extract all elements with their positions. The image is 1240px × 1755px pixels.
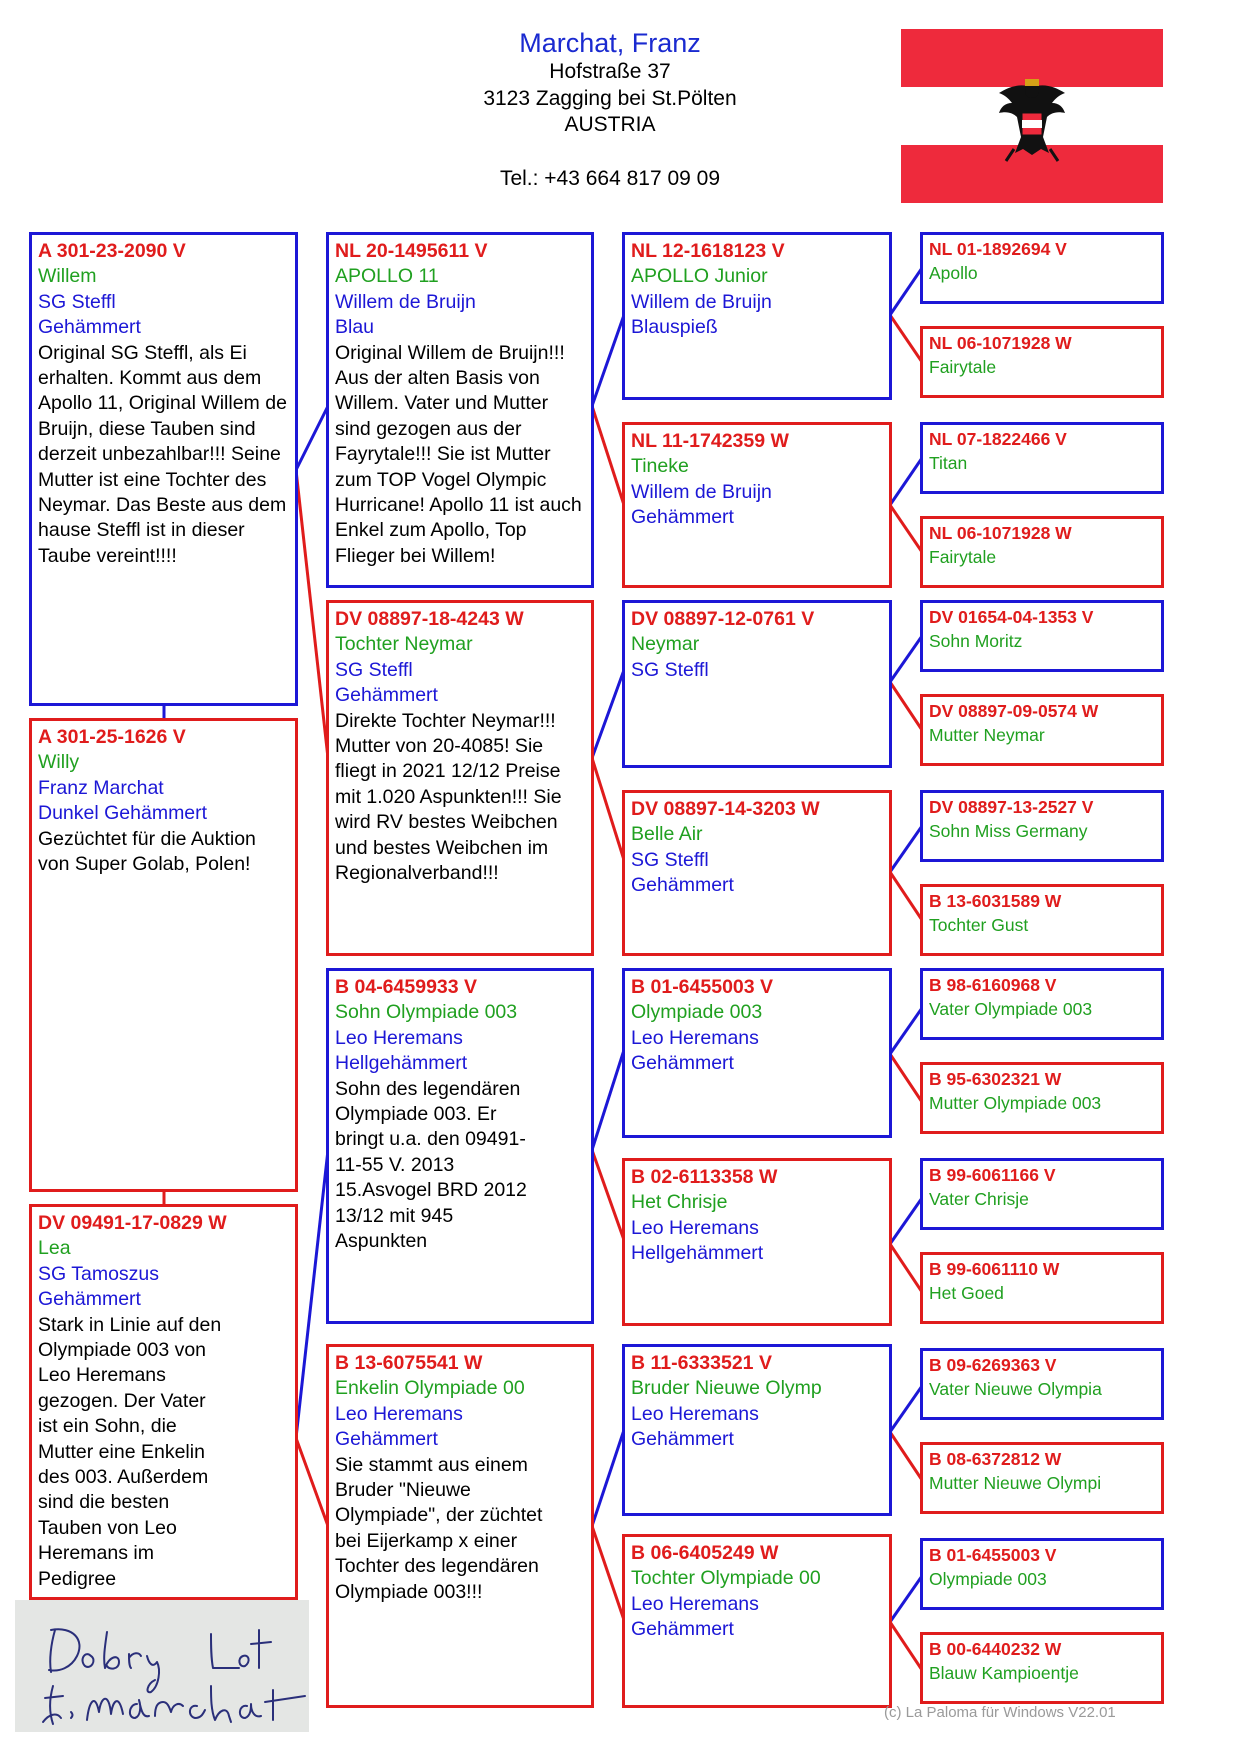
ring-number: NL 20-1495611 V xyxy=(335,240,488,262)
pigeon-name: Het Goed xyxy=(929,1282,1004,1303)
plumage-color: Hellgehämmert xyxy=(335,1052,468,1075)
owner-country: AUSTRIA xyxy=(564,113,656,136)
pigeon-card-a2[interactable] xyxy=(920,326,1164,398)
plumage-color: Hellgehämmert xyxy=(631,1242,764,1265)
ring-number: NL 07-1822466 V xyxy=(929,429,1067,449)
plumage-color: Gehämmert xyxy=(38,316,141,339)
pigeon-card-a9[interactable] xyxy=(920,968,1164,1040)
pigeon-name: Tochter Gust xyxy=(929,914,1029,935)
remark: Sohn des legendären Olympiade 003. Er bringt u.a. den 09491-11-55 V. 2013 15.Asvogel BRD 2012 13/12 mit 945 Aspunkten xyxy=(335,1077,527,1253)
breeder: Leo Heremans xyxy=(631,1026,759,1049)
pigeon-name: APOLLO Junior xyxy=(631,265,768,288)
ring-number: B 02-6113358 W xyxy=(631,1166,778,1188)
ring-number: B 99-6061166 V xyxy=(929,1165,1056,1185)
pigeon-card-a4[interactable] xyxy=(920,516,1164,588)
pigeon-name: Willy xyxy=(38,751,80,774)
breeder: SG Tamoszus xyxy=(38,1262,160,1285)
ring-number: NL 01-1892694 V xyxy=(929,239,1067,259)
pigeon-card-gg1[interactable] xyxy=(622,232,892,400)
pigeon-name: APOLLO 11 xyxy=(335,265,439,288)
pigeon-card-a1[interactable] xyxy=(920,232,1164,304)
ring-number: B 13-6075541 W xyxy=(335,1352,483,1374)
pigeon-name: Blauw Kampioentje xyxy=(929,1662,1079,1683)
pigeon-card-g4[interactable] xyxy=(326,1344,594,1708)
ring-number: DV 08897-14-3203 W xyxy=(631,798,820,820)
remark: Original SG Steffl, als Ei erhalten. Kommt aus dem Apollo 11, Original Willem de Bruijn, diese Tauben sind derzeit unbezahlbar!!! Seine Mutter ist eine Tochter des Neymar. Das Beste aus dem hause Steffl ist in dieser Taube vereint!!!! xyxy=(38,341,287,567)
ring-number: DV 08897-12-0761 V xyxy=(631,608,815,630)
pigeon-card-a15[interactable] xyxy=(920,1538,1164,1610)
pigeon-name: Fairytale xyxy=(929,356,997,377)
ring-number: B 06-6405249 W xyxy=(631,1542,779,1564)
remark: Stark in Linie auf den Olympiade 003 von Leo Heremans gezogen. Der Vater ist ein Sohn, die Mutter eine Enkelin des 003. Außerdem sind die besten Tauben von Leo Heremans im Pedigree xyxy=(38,1313,222,1590)
pigeon-name: Apollo xyxy=(929,262,978,283)
breeder: SG Steffl xyxy=(631,848,709,871)
ring-number: B 08-6372812 W xyxy=(929,1449,1062,1469)
remark: Sie stammt aus einem Bruder "Nieuwe Olympiade", der züchtet bei Eijerkamp x einer Tochter des legendären Olympiade 003!!! xyxy=(335,1453,543,1603)
breeder: Leo Heremans xyxy=(631,1592,759,1615)
owner-phone: Tel.: +43 664 817 09 09 xyxy=(499,167,721,190)
remark: Original Willem de Bruijn!!! Aus der alten Basis von Willem. Vater und Mutter sind gezogen aus der Fayrytale!!! Sie ist Mutter zum TOP Vogel Olympic Hurricane! Apollo 11 ist auch Enkel zum Apollo, Top Flieger bei Willem! xyxy=(335,341,582,567)
breeder: Leo Heremans xyxy=(335,1026,463,1049)
pigeon-name: Willem xyxy=(38,265,97,288)
pigeon-card-a8[interactable] xyxy=(920,884,1164,956)
pigeon-name: Vater Chrisje xyxy=(929,1188,1029,1209)
pigeon-card-gg6[interactable] xyxy=(622,1158,892,1326)
pigeon-name: Olympiade 003 xyxy=(631,1001,763,1024)
breeder: Willem de Bruijn xyxy=(335,290,476,313)
ring-number: DV 01654-04-1353 V xyxy=(929,607,1094,627)
pigeon-card-gg3[interactable] xyxy=(622,600,892,768)
breeder: Leo Heremans xyxy=(631,1216,759,1239)
ring-number: B 95-6302321 W xyxy=(929,1069,1062,1089)
pigeon-card-gg2[interactable] xyxy=(622,422,892,588)
breeder: Franz Marchat xyxy=(38,776,164,799)
plumage-color: Gehämmert xyxy=(631,1618,734,1641)
plumage-color: Blauspieß xyxy=(631,316,718,339)
pigeon-name: Tochter Neymar xyxy=(335,633,473,656)
pigeon-card-a11[interactable] xyxy=(920,1158,1164,1230)
pigeon-name: Vater Nieuwe Olympia xyxy=(929,1378,1102,1399)
ring-number: B 13-6031589 W xyxy=(929,891,1062,911)
pigeon-name: Het Chrisje xyxy=(631,1191,728,1214)
pigeon-name: Sohn Moritz xyxy=(929,630,1023,651)
pigeon-card-p3[interactable] xyxy=(29,1204,298,1600)
pigeon-card-a10[interactable] xyxy=(920,1062,1164,1134)
pigeon-card-g1[interactable] xyxy=(326,232,594,588)
ring-number: A 301-25-1626 V xyxy=(38,726,186,748)
pigeon-name: Tochter Olympiade 00 xyxy=(631,1567,821,1590)
ring-number: B 01-6455003 V xyxy=(929,1545,1057,1565)
pigeon-card-gg4[interactable] xyxy=(622,790,892,956)
pigeon-card-g2[interactable] xyxy=(326,600,594,956)
pigeon-name: Bruder Nieuwe Olymp xyxy=(631,1377,822,1400)
ring-number: B 01-6455003 V xyxy=(631,976,774,998)
ring-number: NL 11-1742359 W xyxy=(631,430,789,452)
pigeon-card-a13[interactable] xyxy=(920,1348,1164,1420)
ring-number: B 11-6333521 V xyxy=(631,1352,772,1374)
pigeon-card-gg7[interactable] xyxy=(622,1344,892,1516)
pigeon-card-p2[interactable] xyxy=(29,718,298,1192)
pigeon-card-a6[interactable] xyxy=(920,694,1164,766)
pigeon-card-p1[interactable] xyxy=(29,232,298,706)
pigeon-name: Olympiade 003 xyxy=(929,1568,1047,1589)
owner-city: 3123 Zagging bei St.Pölten xyxy=(483,87,737,110)
ring-number: B 04-6459933 V xyxy=(335,976,478,998)
pigeon-name: Vater Olympiade 003 xyxy=(929,998,1093,1019)
ring-number: B 00-6440232 W xyxy=(929,1639,1062,1659)
ring-number: NL 06-1071928 W xyxy=(929,523,1072,543)
plumage-color: Gehämmert xyxy=(335,1428,438,1451)
pigeon-name: Fairytale xyxy=(929,546,997,567)
pigeon-name: Lea xyxy=(38,1237,71,1260)
pigeon-name: Enkelin Olympiade 00 xyxy=(335,1377,525,1400)
ring-number: DV 08897-09-0574 W xyxy=(929,701,1099,721)
pigeon-card-gg5[interactable] xyxy=(622,968,892,1138)
ring-number: NL 06-1071928 W xyxy=(929,333,1072,353)
ring-number: B 09-6269363 V xyxy=(929,1355,1057,1375)
breeder: Leo Heremans xyxy=(631,1402,759,1425)
handwritten-signature xyxy=(15,1600,309,1732)
breeder: Willem de Bruijn xyxy=(631,290,772,313)
ring-number: DV 08897-13-2527 V xyxy=(929,797,1094,817)
pigeon-card-a3[interactable] xyxy=(920,422,1164,494)
pigeon-name: Titan xyxy=(929,452,968,473)
plumage-color: Gehämmert xyxy=(631,1428,734,1451)
plumage-color: Blau xyxy=(335,316,375,339)
breeder: Willem de Bruijn xyxy=(631,480,772,503)
plumage-color: Gehämmert xyxy=(631,506,734,529)
ring-number: A 301-23-2090 V xyxy=(38,240,186,262)
ring-number: NL 12-1618123 V xyxy=(631,240,785,262)
ring-number: B 99-6061110 W xyxy=(929,1259,1060,1279)
remark: Gezüchtet für die Auktion von Super Golab, Polen! xyxy=(38,827,256,876)
plumage-color: Gehämmert xyxy=(38,1288,141,1311)
plumage-color: Dunkel Gehämmert xyxy=(38,802,208,825)
owner-street: Hofstraße 37 xyxy=(549,60,671,83)
pigeon-card-a14[interactable] xyxy=(920,1442,1164,1514)
pigeon-card-gg8[interactable] xyxy=(622,1534,892,1708)
pigeon-name: Mutter Neymar xyxy=(929,724,1045,745)
plumage-color: Gehämmert xyxy=(631,874,734,897)
plumage-color: Gehämmert xyxy=(335,684,438,707)
pigeon-name: Mutter Olympiade 003 xyxy=(929,1092,1102,1113)
footer-copyright: (c) La Paloma für Windows V22.01 xyxy=(884,1704,1116,1721)
pigeon-card-a16[interactable] xyxy=(920,1632,1164,1704)
owner-name: Marchat, Franz xyxy=(519,28,701,58)
pigeon-card-a7[interactable] xyxy=(920,790,1164,862)
remark: Direkte Tochter Neymar!!! Mutter von 20-4085! Sie fliegt in 2021 12/12 Preise mit 1.020 Aspunkten!!! Sie wird RV bestes Weibchen und bestes Weibchen im Regionalverband!!! xyxy=(335,709,562,885)
pigeon-card-g3[interactable] xyxy=(326,968,594,1324)
pigeon-card-a12[interactable] xyxy=(920,1252,1164,1324)
austria-flag-icon xyxy=(901,29,1163,203)
ring-number: B 98-6160968 V xyxy=(929,975,1057,995)
breeder: Leo Heremans xyxy=(335,1402,463,1425)
breeder: SG Steffl xyxy=(335,658,413,681)
breeder: SG Steffl xyxy=(38,290,116,313)
ring-number: DV 08897-18-4243 W xyxy=(335,608,524,630)
pigeon-name: Sohn Olympiade 003 xyxy=(335,1001,518,1024)
pigeon-name: Neymar xyxy=(631,633,700,656)
plumage-color: Gehämmert xyxy=(631,1052,734,1075)
pigeon-card-a5[interactable] xyxy=(920,600,1164,672)
pigeon-name: Tineke xyxy=(631,455,689,478)
ring-number: DV 09491-17-0829 W xyxy=(38,1212,227,1234)
pigeon-name: Sohn Miss Germany xyxy=(929,820,1088,841)
breeder: SG Steffl xyxy=(631,658,709,681)
pigeon-name: Mutter Nieuwe Olympi xyxy=(929,1472,1102,1493)
pigeon-name: Belle Air xyxy=(631,823,703,846)
